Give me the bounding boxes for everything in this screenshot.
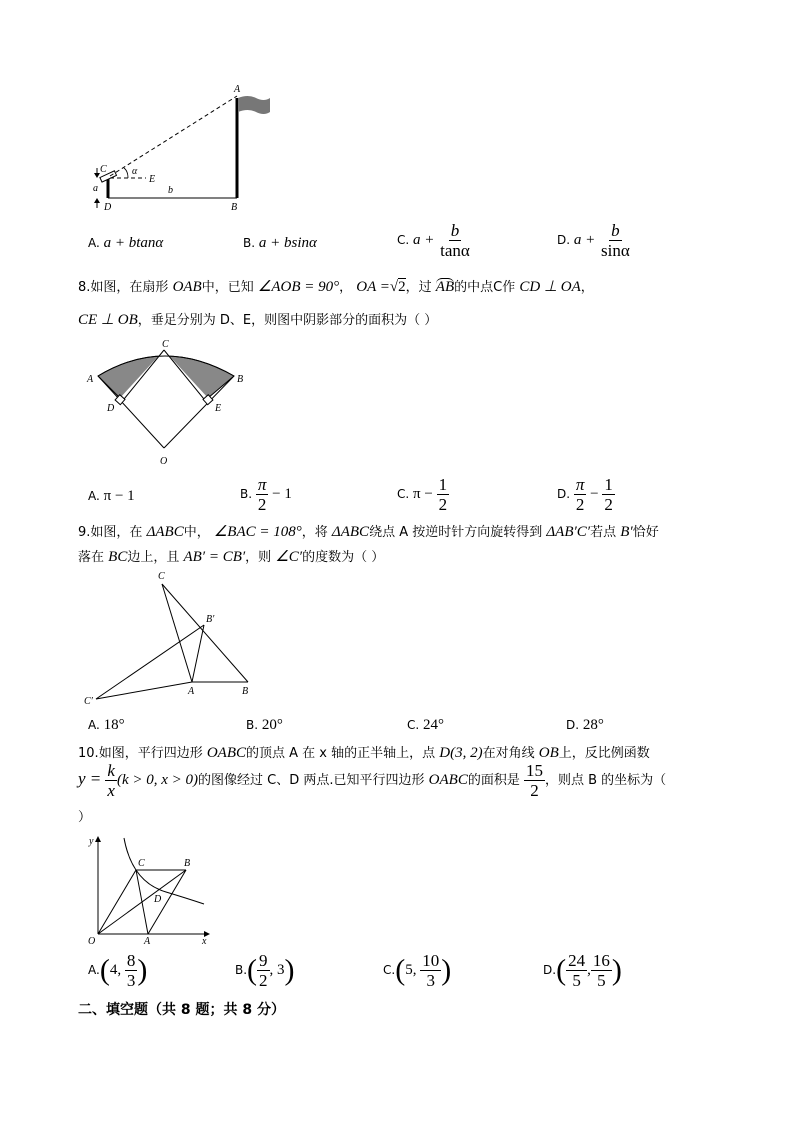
q7-label-a: A [234, 84, 241, 95]
text: ，过 [405, 280, 432, 295]
q10-label-y: y [89, 836, 94, 847]
math: y = [78, 769, 102, 788]
option-text: − [586, 486, 603, 502]
option-text: 20° [261, 717, 283, 733]
sqrt: √2 [389, 279, 406, 295]
text: ） [78, 810, 92, 825]
math: OAB [172, 279, 202, 295]
q10-line3 [78, 806, 91, 825]
option-label: A. [88, 489, 100, 503]
q7-label-b-point: B [231, 202, 238, 213]
text: 若点 [590, 525, 617, 540]
option-fraction: $\frac{b}{\sin\alpha}$ [601, 221, 630, 260]
math: OA = [356, 279, 390, 295]
q7-option-d [557, 222, 632, 259]
text: 中， [183, 525, 210, 540]
text: ，垂足分别为 D、E，则图中阴影部分的面积为（ ） [137, 313, 438, 328]
q8-option-b [240, 476, 292, 513]
text: 的顶点 A 在 x 轴的正半轴上，点 [246, 746, 436, 761]
option-label: A. [88, 236, 100, 250]
q7-label-alpha: α [132, 166, 138, 177]
option-label: C. [397, 233, 410, 247]
q9-figure [82, 568, 262, 708]
text: 的面积是 [467, 773, 520, 788]
q9-label-a: A [188, 686, 195, 697]
option-text: , [587, 962, 591, 978]
q8-label-e: E [215, 403, 222, 414]
text: ，则点 B 的坐标为（ [545, 773, 667, 788]
option-fraction: $\frac{24}{5}$ [568, 951, 586, 990]
text: ，则 [245, 550, 272, 565]
text: 如图，在 [90, 525, 143, 540]
q9-option-c [407, 717, 444, 734]
option-label: C. [397, 487, 410, 501]
text: 在对角线 [482, 746, 535, 761]
math: CD ⊥ OA [519, 279, 581, 295]
arc: AB [435, 279, 455, 295]
q9-option-a [88, 717, 125, 734]
text: ， [339, 280, 353, 295]
math: ∠C′ [275, 549, 303, 565]
q7-figure [88, 80, 278, 215]
text: 如图，在扇形 [90, 280, 169, 295]
text: 上，反比例函数 [558, 746, 650, 761]
option-label: D. [557, 233, 571, 247]
q9-label-bprime: B′ [206, 614, 215, 625]
q8-label-a: A [87, 374, 94, 385]
q8-label-d: D [107, 403, 115, 414]
q7-option-a [88, 235, 163, 252]
option-fraction: $\frac{9}{2}$ [259, 951, 268, 990]
option-label: D. [543, 963, 557, 977]
math: ΔABC [331, 524, 370, 540]
option-label: A. [88, 963, 100, 977]
math: AB′ = CB′ [183, 549, 246, 565]
q8-label-o: O [160, 456, 168, 467]
option-label: B. [235, 963, 248, 977]
q10-label-a: A [144, 936, 151, 947]
q7-label-d: D [104, 202, 112, 213]
option-text: 18° [103, 717, 125, 733]
q7-label-e: E [149, 174, 156, 185]
math: CE ⊥ OB [78, 312, 138, 328]
option-fraction: $\frac{\pi}{2}$ [257, 475, 267, 514]
q10-label-o: O [88, 936, 96, 947]
text: 边上，且 [127, 550, 180, 565]
option-fraction: $\frac{8}{3}$ [126, 951, 136, 990]
q10-label-c: C [138, 858, 145, 869]
option-text: a + btanα [103, 235, 164, 251]
math: (k > 0, x > 0) [116, 772, 199, 788]
q10-label-b: B [184, 858, 191, 869]
math: ΔABC [146, 524, 184, 540]
q8-line1 [78, 276, 594, 296]
q8-option-c [397, 476, 449, 513]
option-label: C. [383, 963, 396, 977]
option-text: 28° [582, 717, 604, 733]
option-label: B. [243, 236, 256, 250]
math: D(3, 2) [439, 745, 483, 761]
text: 如图，平行四边形 [98, 746, 203, 761]
q9-option-d [566, 717, 604, 734]
option-fraction: $\frac{1}{2}$ [438, 475, 448, 514]
question-number: 10. [78, 746, 99, 761]
math: B′ [620, 524, 633, 540]
q10-figure [86, 832, 216, 947]
text: 恰好 [632, 525, 659, 540]
math: ∠BAC = 108° [213, 524, 302, 540]
option-text: 5, [405, 962, 417, 978]
q7-label-b-len: b [168, 185, 173, 196]
option-label: A. [88, 718, 100, 732]
q10-line2 [78, 762, 666, 799]
option-label: B. [240, 487, 253, 501]
option-fraction: $\frac{\pi}{2}$ [575, 475, 585, 514]
function-fraction: $\frac{k}{x}$ [107, 761, 115, 800]
option-text: 4, [109, 962, 122, 978]
q9-label-c: C [158, 571, 165, 582]
q10-label-d: D [154, 894, 162, 905]
q10-line1 [78, 742, 650, 762]
math: OB [538, 745, 559, 761]
q9-line1 [78, 521, 659, 541]
question-number: 8. [78, 280, 91, 295]
q9-label-b: B [242, 686, 249, 697]
area-fraction: $\frac{15}{2}$ [526, 761, 543, 800]
q7-label-a-len: a [93, 183, 98, 194]
math: ΔAB′C′ [546, 524, 591, 540]
q8-label-b: B [237, 374, 244, 385]
math: BC [108, 549, 128, 565]
q8-label-c: C [162, 339, 169, 350]
option-text: a + [573, 232, 600, 248]
option-text: π − [413, 486, 437, 502]
q8-figure [84, 336, 254, 471]
option-fraction: $\frac{b}{\tan\alpha}$ [440, 221, 470, 260]
q10-option-b: B.( $\frac{9}{2}$ , 3) [235, 951, 295, 990]
q9-label-cprime: C′ [84, 696, 93, 707]
q10-option-c: C.(5, $\frac{10}{3}$ ) [383, 951, 452, 990]
option-text: π − 1 [103, 488, 135, 504]
q7-option-b [243, 235, 317, 252]
text: 的度数为（ ） [302, 550, 385, 565]
text: 作 [502, 280, 516, 295]
option-fraction: $\frac{16}{5}$ [592, 951, 610, 990]
q7-label-c: C [100, 164, 107, 175]
option-fraction: $\frac{10}{3}$ [422, 951, 440, 990]
q8-option-a [88, 488, 135, 505]
option-text: 24° [423, 717, 445, 733]
text: C [493, 280, 503, 295]
option-text: − 1 [268, 486, 292, 502]
math: OABC [206, 745, 247, 761]
math: OABC [428, 772, 468, 788]
option-text: a + bsinα [258, 235, 317, 251]
text: ， [580, 280, 594, 295]
q10-option-a: A.(4, $\frac{8}{3}$ ) [88, 951, 148, 990]
text: 落在 [78, 550, 105, 565]
q10-option-d: D.( $\frac{24}{5}$ , $\frac{16}{5}$ ) [543, 951, 622, 990]
q9-option-b [246, 717, 283, 734]
text: 的图像经过 C、D 两点.已知平行四边形 [198, 773, 425, 788]
math: ∠AOB = 90° [257, 279, 340, 295]
text: 的中点 [454, 280, 494, 295]
option-text: a + [413, 232, 439, 248]
option-fraction: $\frac{1}{2}$ [604, 475, 613, 514]
question-number: 9. [78, 525, 91, 540]
q7-option-c [397, 222, 472, 259]
section-heading: 二、填空题（共 8 题；共 8 分） [78, 1002, 285, 1018]
option-text: , 3 [269, 962, 285, 978]
option-label: D. [557, 487, 571, 501]
option-label: D. [566, 718, 580, 732]
q8-option-d [557, 476, 615, 513]
text: 绕点 A 按逆时针方向旋转得到 [369, 525, 543, 540]
option-label: C. [407, 718, 420, 732]
q9-line2 [78, 546, 384, 566]
q8-line2 [78, 309, 437, 329]
text: 中，已知 [201, 280, 254, 295]
q10-label-x: x [202, 936, 207, 947]
option-label: B. [246, 718, 259, 732]
text: ，将 [301, 525, 328, 540]
